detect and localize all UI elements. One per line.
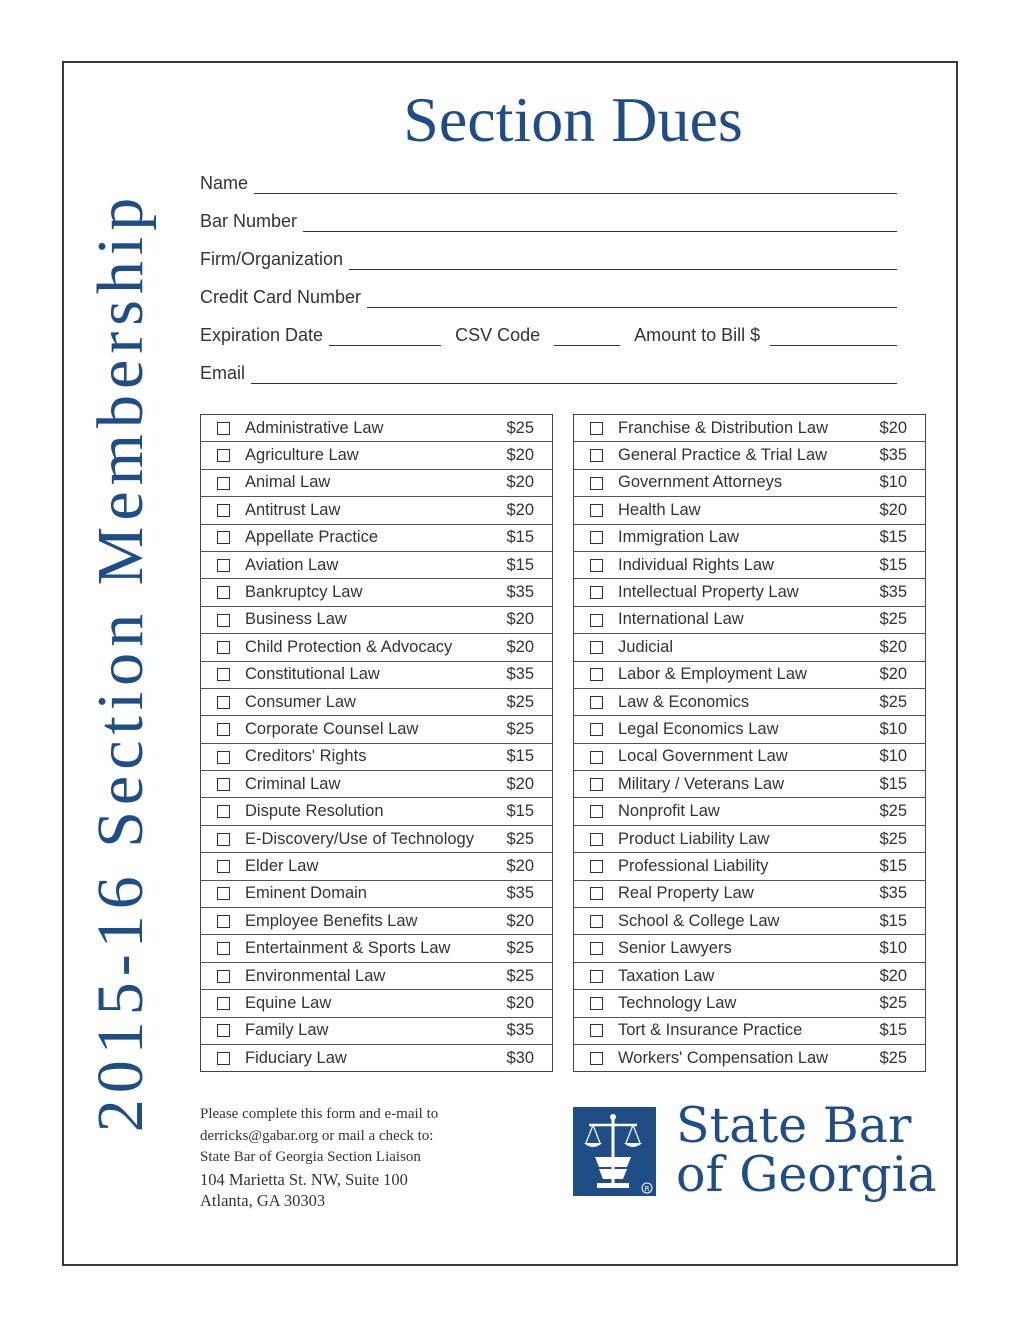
checkbox[interactable] — [217, 805, 230, 818]
section-price: $20 — [484, 853, 553, 880]
section-price: $15 — [484, 524, 553, 551]
checkbox[interactable] — [590, 805, 603, 818]
section-name: Tort & Insurance Practice — [618, 1017, 857, 1044]
sections-table-left — [200, 414, 553, 1072]
section-price: $10 — [857, 743, 926, 770]
sections-table-right — [573, 414, 926, 1072]
section-checkbox-cell[interactable] — [574, 1044, 619, 1071]
section-row[interactable] — [201, 825, 553, 852]
section-name: School & College Law — [618, 908, 857, 935]
instruction-line: derricks@gabar.org or mail a check to: — [200, 1127, 434, 1144]
section-row[interactable] — [574, 962, 926, 989]
section-checkbox-cell[interactable] — [201, 825, 246, 852]
section-price: $20 — [857, 661, 926, 688]
section-checkbox-cell[interactable] — [574, 688, 619, 715]
section-row[interactable] — [574, 743, 926, 770]
section-checkbox-cell[interactable] — [201, 990, 246, 1017]
checkbox[interactable] — [590, 586, 603, 599]
checkbox[interactable] — [590, 1052, 603, 1065]
checkbox[interactable] — [590, 751, 603, 764]
checkbox[interactable] — [590, 860, 603, 873]
section-name: Administrative Law — [245, 418, 384, 437]
section-row[interactable] — [574, 853, 926, 880]
checkbox[interactable] — [217, 833, 230, 846]
checkbox[interactable] — [217, 970, 230, 983]
section-name: Military / Veterans Law — [618, 771, 857, 798]
section-name: Fiduciary Law — [245, 1044, 484, 1071]
section-row[interactable] — [574, 524, 926, 551]
payment-row — [200, 322, 897, 346]
section-name: Product Liability Law — [618, 825, 857, 852]
name-field[interactable] — [200, 170, 897, 194]
org-name-line-2: of Georgia — [676, 1146, 937, 1203]
section-row[interactable] — [201, 606, 553, 633]
section-checkbox-cell[interactable] — [574, 551, 619, 578]
section-price: $15 — [857, 853, 926, 880]
checkbox[interactable] — [590, 887, 603, 900]
firm-label: Firm/Organization — [200, 249, 344, 269]
section-name: Workers' Compensation Law — [618, 1044, 857, 1071]
section-price: $15 — [857, 1017, 926, 1044]
section-row[interactable] — [201, 962, 553, 989]
page-title: Section Dues — [403, 84, 743, 155]
section-row[interactable] — [201, 798, 553, 825]
section-price: $20 — [857, 962, 926, 989]
section-checkbox-cell[interactable] — [574, 935, 619, 962]
bar-number-line[interactable] — [303, 213, 897, 232]
section-price: $25 — [484, 935, 553, 962]
checkbox[interactable] — [217, 751, 230, 764]
firm-line[interactable] — [349, 251, 897, 270]
section-row[interactable] — [201, 853, 553, 880]
checkbox[interactable] — [217, 422, 230, 435]
section-checkbox-cell[interactable] — [201, 606, 246, 633]
email-line[interactable] — [251, 365, 897, 384]
section-row[interactable] — [574, 688, 926, 715]
checkbox[interactable] — [217, 915, 230, 928]
section-checkbox-cell[interactable] — [574, 880, 619, 907]
checkbox[interactable] — [590, 422, 603, 435]
section-name: Technology Law — [618, 990, 857, 1017]
section-name: Franchise & Distribution Law — [618, 418, 829, 437]
section-price: $15 — [484, 743, 553, 770]
section-name: Local Government Law — [618, 743, 857, 770]
checkbox[interactable] — [217, 477, 230, 490]
section-row[interactable] — [201, 990, 553, 1017]
section-name: Aviation Law — [245, 551, 484, 578]
checkbox[interactable] — [217, 559, 230, 572]
csv-line[interactable] — [554, 327, 620, 346]
name-label: Name — [200, 173, 249, 193]
section-row[interactable] — [574, 469, 926, 496]
credit-card-line[interactable] — [367, 289, 897, 308]
section-checkbox-cell[interactable] — [201, 415, 246, 442]
section-price: $25 — [857, 990, 926, 1017]
section-checkbox-cell[interactable] — [574, 962, 619, 989]
section-row[interactable] — [201, 469, 553, 496]
section-price: $25 — [857, 606, 926, 633]
section-name: Eminent Domain — [245, 880, 484, 907]
section-price: $25 — [484, 688, 553, 715]
section-price: $20 — [484, 634, 553, 661]
checkbox[interactable] — [590, 997, 603, 1010]
section-price: $25 — [857, 798, 926, 825]
section-row[interactable] — [574, 1017, 926, 1044]
section-checkbox-cell[interactable] — [201, 962, 246, 989]
section-row[interactable] — [201, 524, 553, 551]
org-name-line-1: State Bar — [676, 1097, 912, 1154]
section-price: $20 — [484, 771, 553, 798]
section-name: Family Law — [245, 1017, 484, 1044]
checkbox[interactable] — [590, 696, 603, 709]
checkbox[interactable] — [590, 942, 603, 955]
checkbox[interactable] — [217, 778, 230, 791]
section-name: Immigration Law — [618, 524, 857, 551]
section-row[interactable] — [574, 935, 926, 962]
section-name: General Practice & Trial Law — [618, 442, 857, 469]
section-name: Corporate Counsel Law — [245, 716, 484, 743]
section-row[interactable] — [574, 579, 926, 606]
section-row[interactable] — [574, 716, 926, 743]
section-price: $35 — [857, 880, 926, 907]
firm-field[interactable] — [200, 246, 897, 270]
section-name: Animal Law — [245, 469, 484, 496]
checkbox[interactable] — [217, 860, 230, 873]
section-row[interactable] — [574, 1044, 926, 1071]
section-row[interactable] — [574, 606, 926, 633]
section-checkbox-cell[interactable] — [201, 634, 246, 661]
section-price: $15 — [857, 551, 926, 578]
section-row[interactable] — [201, 688, 553, 715]
section-row[interactable] — [574, 880, 926, 907]
section-checkbox-cell[interactable] — [201, 442, 246, 469]
section-price: $20 — [484, 497, 553, 524]
bar-number-label: Bar Number — [200, 211, 298, 231]
section-row[interactable] — [574, 798, 926, 825]
section-checkbox-cell[interactable] — [574, 825, 619, 852]
section-row[interactable] — [201, 935, 553, 962]
section-price: $10 — [857, 469, 926, 496]
section-price: $10 — [857, 935, 926, 962]
section-name: Bankruptcy Law — [245, 579, 484, 606]
bar-number-field[interactable] — [200, 208, 897, 232]
checkbox[interactable] — [590, 1024, 603, 1037]
section-checkbox-cell[interactable] — [201, 661, 246, 688]
checkbox[interactable] — [217, 449, 230, 462]
section-name: Nonprofit Law — [618, 798, 857, 825]
checkbox[interactable] — [217, 1024, 230, 1037]
csv-label: CSV Code — [455, 325, 541, 345]
section-price: $20 — [484, 908, 553, 935]
section-price: $35 — [484, 880, 553, 907]
section-price: $25 — [484, 825, 553, 852]
section-checkbox-cell[interactable] — [201, 524, 246, 551]
checkbox[interactable] — [590, 970, 603, 983]
org-name — [676, 1097, 937, 1203]
section-price: $35 — [484, 1017, 553, 1044]
section-checkbox-cell[interactable] — [201, 798, 246, 825]
section-name: Law & Economics — [618, 688, 857, 715]
checkbox[interactable] — [217, 641, 230, 654]
checkbox[interactable] — [590, 559, 603, 572]
section-checkbox-cell[interactable] — [201, 579, 246, 606]
section-checkbox-cell[interactable] — [201, 688, 246, 715]
section-row[interactable] — [201, 661, 553, 688]
checkbox[interactable] — [217, 614, 230, 627]
instruction-line: State Bar of Georgia Section Liaison — [200, 1149, 421, 1165]
section-name: International Law — [618, 606, 857, 633]
checkbox[interactable] — [590, 531, 603, 544]
section-price: $20 — [484, 442, 553, 469]
section-checkbox-cell[interactable] — [574, 716, 619, 743]
section-checkbox-cell[interactable] — [201, 908, 246, 935]
section-name: Antitrust Law — [245, 497, 484, 524]
section-checkbox-cell[interactable] — [574, 634, 619, 661]
section-price: $25 — [484, 716, 553, 743]
checkbox[interactable] — [217, 696, 230, 709]
section-price: $15 — [484, 798, 553, 825]
section-checkbox-cell[interactable] — [201, 853, 246, 880]
section-name: Appellate Practice — [245, 524, 484, 551]
section-row[interactable] — [201, 579, 553, 606]
section-row[interactable] — [574, 990, 926, 1017]
section-name: Professional Liability — [618, 853, 857, 880]
section-checkbox-cell[interactable] — [201, 497, 246, 524]
checkbox[interactable] — [217, 668, 230, 681]
section-name: Taxation Law — [618, 962, 857, 989]
checkbox[interactable] — [590, 504, 603, 517]
checkbox[interactable] — [217, 504, 230, 517]
section-name: Real Property Law — [618, 880, 857, 907]
section-row[interactable] — [201, 743, 553, 770]
section-name: Creditors' Rights — [245, 743, 484, 770]
section-price: $20 — [857, 634, 926, 661]
section-price: $20 — [484, 469, 553, 496]
section-price: $25 — [857, 1044, 926, 1071]
section-checkbox-cell[interactable] — [574, 579, 619, 606]
section-checkbox-cell[interactable] — [201, 1017, 246, 1044]
section-price: $25 — [506, 418, 534, 437]
section-price: $25 — [857, 688, 926, 715]
section-name: Judicial — [618, 634, 857, 661]
section-name: Constitutional Law — [245, 661, 484, 688]
section-row[interactable] — [574, 415, 926, 442]
section-row[interactable] — [201, 1044, 553, 1071]
section-name: Environmental Law — [245, 962, 484, 989]
section-row[interactable] — [574, 551, 926, 578]
section-row[interactable] — [201, 497, 553, 524]
section-price: $20 — [484, 990, 553, 1017]
instruction-line: Atlanta, GA 30303 — [200, 1191, 326, 1210]
section-name: Legal Economics Law — [618, 716, 857, 743]
section-checkbox-cell[interactable] — [574, 661, 619, 688]
email-label: Email — [200, 363, 246, 383]
section-row[interactable] — [201, 551, 553, 578]
checkbox[interactable] — [217, 723, 230, 736]
checkbox[interactable] — [590, 449, 603, 462]
section-checkbox-cell[interactable] — [574, 798, 619, 825]
scales-of-justice-logo-icon — [573, 1107, 656, 1196]
section-checkbox-cell[interactable] — [574, 524, 619, 551]
checkbox[interactable] — [590, 723, 603, 736]
side-title: 2015-16 Section Membership — [84, 191, 157, 1133]
section-price: $25 — [857, 825, 926, 852]
checkbox[interactable] — [590, 668, 603, 681]
section-row[interactable] — [201, 415, 553, 442]
section-name: Criminal Law — [245, 771, 484, 798]
section-checkbox-cell[interactable] — [201, 469, 246, 496]
section-checkbox-cell[interactable] — [574, 606, 619, 633]
expiration-line[interactable] — [329, 327, 441, 346]
section-checkbox-cell[interactable] — [201, 1044, 246, 1071]
section-name: Elder Law — [245, 853, 484, 880]
section-name: Health Law — [618, 497, 857, 524]
section-checkbox-cell[interactable] — [574, 990, 619, 1017]
section-checkbox-cell[interactable] — [574, 743, 619, 770]
credit-card-label: Credit Card Number — [200, 287, 362, 307]
section-row[interactable] — [201, 771, 553, 798]
section-row[interactable] — [201, 716, 553, 743]
section-price: $25 — [484, 962, 553, 989]
checkbox[interactable] — [217, 531, 230, 544]
section-row[interactable] — [574, 771, 926, 798]
section-price: $15 — [857, 771, 926, 798]
section-price: $35 — [857, 442, 926, 469]
section-price: $20 — [484, 606, 553, 633]
checkbox[interactable] — [590, 614, 603, 627]
section-name: Intellectual Property Law — [618, 579, 857, 606]
section-checkbox-cell[interactable] — [201, 716, 246, 743]
section-checkbox-cell[interactable] — [574, 497, 619, 524]
section-checkbox-cell[interactable] — [201, 771, 246, 798]
section-name: Child Protection & Advocacy — [245, 634, 484, 661]
email-field[interactable] — [200, 360, 897, 384]
section-checkbox-cell[interactable] — [574, 908, 619, 935]
section-row[interactable] — [574, 497, 926, 524]
name-line[interactable] — [254, 175, 897, 194]
checkbox[interactable] — [590, 641, 603, 654]
section-price: $35 — [857, 579, 926, 606]
section-name: Government Attorneys — [618, 469, 857, 496]
checkbox[interactable] — [217, 887, 230, 900]
section-row[interactable] — [574, 825, 926, 852]
instruction-line: Please complete this form and e-mail to — [200, 1106, 439, 1122]
section-price: $20 — [857, 497, 926, 524]
section-checkbox-cell[interactable] — [574, 415, 619, 442]
section-row[interactable] — [574, 442, 926, 469]
section-name: Dispute Resolution — [245, 798, 484, 825]
section-checkbox-cell[interactable] — [201, 880, 246, 907]
mailing-instructions — [200, 1104, 438, 1212]
section-name: Entertainment & Sports Law — [245, 935, 484, 962]
expiration-label: Expiration Date — [200, 325, 324, 345]
checkbox[interactable] — [217, 997, 230, 1010]
section-row[interactable] — [574, 661, 926, 688]
section-price: $10 — [857, 716, 926, 743]
section-name: Labor & Employment Law — [618, 661, 857, 688]
section-price: $35 — [484, 579, 553, 606]
section-checkbox-cell[interactable] — [201, 743, 246, 770]
section-name: Senior Lawyers — [618, 935, 857, 962]
section-row[interactable] — [201, 1017, 553, 1044]
section-price: $20 — [879, 418, 907, 437]
checkbox[interactable] — [217, 942, 230, 955]
section-row[interactable] — [201, 880, 553, 907]
section-price: $35 — [484, 661, 553, 688]
amount-line[interactable] — [770, 327, 897, 346]
section-name: Individual Rights Law — [618, 551, 857, 578]
section-checkbox-cell[interactable] — [574, 442, 619, 469]
section-checkbox-cell[interactable] — [201, 551, 246, 578]
section-price: $15 — [857, 908, 926, 935]
checkbox[interactable] — [590, 915, 603, 928]
section-checkbox-cell[interactable] — [574, 853, 619, 880]
section-price: $30 — [484, 1044, 553, 1071]
checkbox[interactable] — [590, 778, 603, 791]
amount-label: Amount to Bill $ — [634, 325, 761, 345]
section-name: Employee Benefits Law — [245, 908, 484, 935]
section-name: Agriculture Law — [245, 442, 484, 469]
section-name: Equine Law — [245, 990, 484, 1017]
section-row[interactable] — [201, 908, 553, 935]
section-checkbox-cell[interactable] — [574, 771, 619, 798]
checkbox[interactable] — [217, 586, 230, 599]
section-price: $15 — [484, 551, 553, 578]
section-row[interactable] — [574, 634, 926, 661]
section-row[interactable] — [201, 634, 553, 661]
checkbox[interactable] — [590, 477, 603, 490]
checkbox[interactable] — [217, 1052, 230, 1065]
section-name: Consumer Law — [245, 688, 484, 715]
checkbox[interactable] — [590, 833, 603, 846]
section-row[interactable] — [201, 442, 553, 469]
section-checkbox-cell[interactable] — [574, 469, 619, 496]
section-price: $15 — [857, 524, 926, 551]
section-name: Business Law — [245, 606, 484, 633]
section-name: E-Discovery/Use of Technology — [245, 825, 484, 852]
svg-text:R: R — [644, 1185, 650, 1193]
section-checkbox-cell[interactable] — [201, 935, 246, 962]
section-checkbox-cell[interactable] — [574, 1017, 619, 1044]
instruction-line: 104 Marietta St. NW, Suite 100 — [200, 1169, 408, 1189]
credit-card-field[interactable] — [200, 284, 897, 308]
section-row[interactable] — [574, 908, 926, 935]
